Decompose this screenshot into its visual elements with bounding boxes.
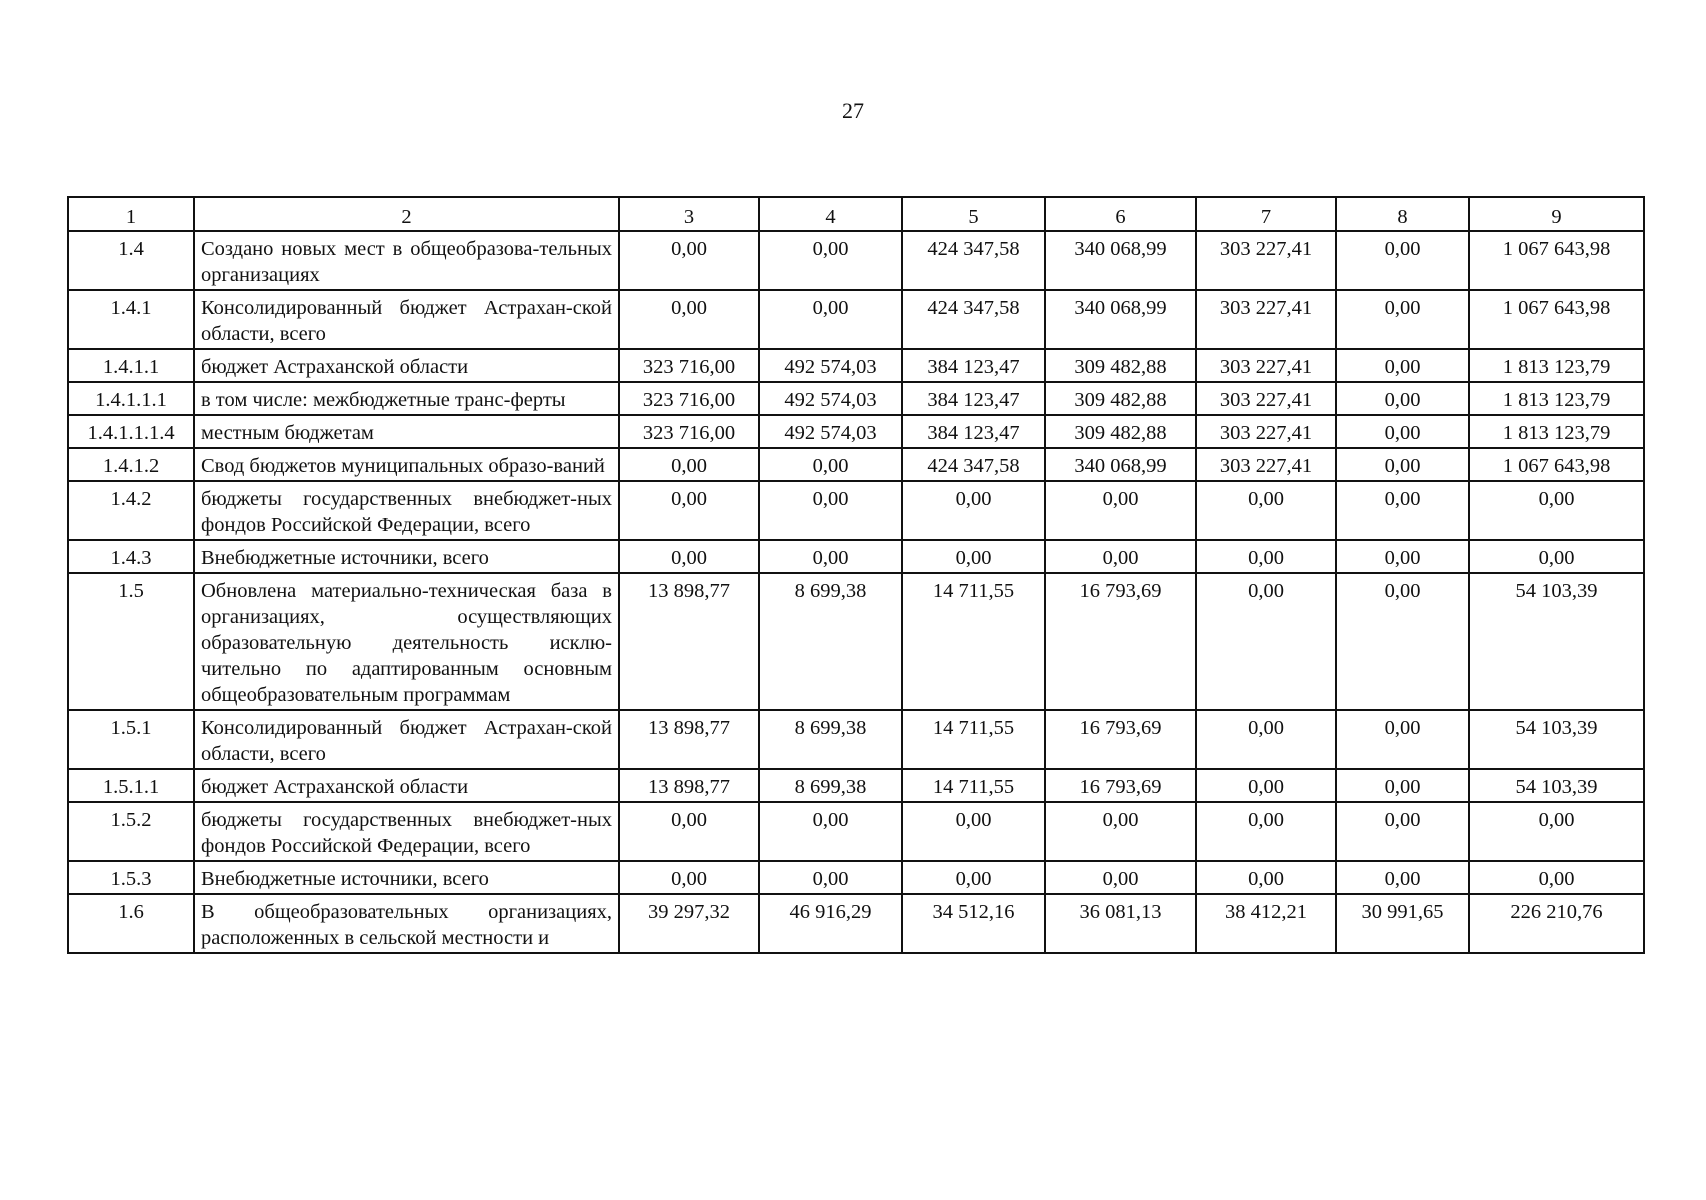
row-value: 16 793,69 [1045,769,1196,802]
row-value: 0,00 [902,481,1045,540]
row-value: 226 210,76 [1469,894,1644,953]
row-value: 0,00 [1469,802,1644,861]
row-value: 13 898,77 [619,573,759,710]
row-value: 1 813 123,79 [1469,349,1644,382]
row-name: бюджеты государственных внебюджет-ных фондов Российской Федерации, всего [194,481,619,540]
row-code: 1.4.2 [68,481,194,540]
table-row [68,290,1644,349]
table-row [68,540,1644,573]
table-row [68,769,1644,802]
row-value: 13 898,77 [619,710,759,769]
table-row [68,415,1644,448]
table-row [68,802,1644,861]
row-value: 0,00 [1336,349,1469,382]
row-name: бюджет Астраханской области [194,349,619,382]
row-value: 0,00 [902,540,1045,573]
row-value: 38 412,21 [1196,894,1336,953]
row-value: 323 716,00 [619,415,759,448]
row-value: 54 103,39 [1469,710,1644,769]
row-value: 8 699,38 [759,710,902,769]
row-value: 309 482,88 [1045,415,1196,448]
row-value: 0,00 [759,231,902,290]
row-value: 303 227,41 [1196,349,1336,382]
row-name: Свод бюджетов муниципальных образо-ваний [194,448,619,481]
row-name: Внебюджетные источники, всего [194,861,619,894]
row-value: 8 699,38 [759,769,902,802]
row-value: 0,00 [1336,802,1469,861]
row-code: 1.4.3 [68,540,194,573]
row-value: 0,00 [619,231,759,290]
row-value: 492 574,03 [759,415,902,448]
row-code: 1.4.1.1.1.4 [68,415,194,448]
row-value: 0,00 [1336,415,1469,448]
column-header: 5 [902,197,1045,231]
row-value: 34 512,16 [902,894,1045,953]
row-value: 0,00 [1469,481,1644,540]
column-header: 4 [759,197,902,231]
row-value: 340 068,99 [1045,231,1196,290]
row-value: 0,00 [1045,540,1196,573]
row-value: 303 227,41 [1196,415,1336,448]
row-value: 0,00 [619,448,759,481]
row-value: 0,00 [902,802,1045,861]
column-header: 8 [1336,197,1469,231]
column-header: 2 [194,197,619,231]
row-value: 46 916,29 [759,894,902,953]
column-header: 3 [619,197,759,231]
row-value: 0,00 [1336,769,1469,802]
table-row [68,231,1644,290]
row-value: 0,00 [1336,481,1469,540]
row-value: 0,00 [1469,861,1644,894]
row-value: 0,00 [1045,481,1196,540]
row-value: 0,00 [1336,382,1469,415]
row-code: 1.5 [68,573,194,710]
row-value: 340 068,99 [1045,290,1196,349]
row-value: 384 123,47 [902,349,1045,382]
row-value: 0,00 [1336,861,1469,894]
row-value: 492 574,03 [759,382,902,415]
row-value: 0,00 [619,481,759,540]
table-row [68,710,1644,769]
row-value: 1 813 123,79 [1469,415,1644,448]
table-row [68,894,1644,953]
row-value: 303 227,41 [1196,290,1336,349]
row-value: 39 297,32 [619,894,759,953]
row-value: 0,00 [1196,710,1336,769]
row-code: 1.5.3 [68,861,194,894]
row-value: 323 716,00 [619,349,759,382]
row-value: 0,00 [1336,540,1469,573]
row-value: 303 227,41 [1196,382,1336,415]
table-row [68,861,1644,894]
row-value: 0,00 [1196,802,1336,861]
table-row [68,448,1644,481]
row-name: Создано новых мест в общеобразова-тельных организациях [194,231,619,290]
row-code: 1.4.1.1.1 [68,382,194,415]
row-code: 1.4.1 [68,290,194,349]
row-name: бюджеты государственных внебюджет-ных фондов Российской Федерации, всего [194,802,619,861]
row-value: 0,00 [1336,231,1469,290]
row-code: 1.5.1 [68,710,194,769]
row-value: 0,00 [1336,710,1469,769]
row-value: 303 227,41 [1196,448,1336,481]
row-value: 0,00 [1336,290,1469,349]
row-value: 0,00 [1045,802,1196,861]
row-value: 14 711,55 [902,573,1045,710]
table-header-row [68,197,1644,231]
table-body [68,231,1644,953]
row-value: 0,00 [1045,861,1196,894]
column-header: 6 [1045,197,1196,231]
row-name: Консолидированный бюджет Астрахан-ской области, всего [194,290,619,349]
row-value: 0,00 [1196,540,1336,573]
row-value: 54 103,39 [1469,573,1644,710]
row-value: 54 103,39 [1469,769,1644,802]
column-header: 7 [1196,197,1336,231]
row-value: 424 347,58 [902,448,1045,481]
table-row [68,382,1644,415]
row-value: 323 716,00 [619,382,759,415]
row-code: 1.5.2 [68,802,194,861]
row-value: 0,00 [1196,861,1336,894]
row-value: 0,00 [619,861,759,894]
row-value: 1 813 123,79 [1469,382,1644,415]
row-value: 14 711,55 [902,710,1045,769]
row-value: 14 711,55 [902,769,1045,802]
row-value: 309 482,88 [1045,349,1196,382]
row-value: 384 123,47 [902,382,1045,415]
row-value: 13 898,77 [619,769,759,802]
row-value: 340 068,99 [1045,448,1196,481]
row-value: 0,00 [1336,573,1469,710]
row-value: 384 123,47 [902,415,1045,448]
row-value: 16 793,69 [1045,573,1196,710]
table-row [68,349,1644,382]
row-value: 0,00 [1469,540,1644,573]
row-value: 492 574,03 [759,349,902,382]
row-value: 1 067 643,98 [1469,231,1644,290]
row-value: 303 227,41 [1196,231,1336,290]
row-name: Внебюджетные источники, всего [194,540,619,573]
column-header: 9 [1469,197,1644,231]
row-value: 0,00 [759,448,902,481]
row-value: 309 482,88 [1045,382,1196,415]
row-value: 424 347,58 [902,231,1045,290]
row-name: Обновлена материально-техническая база в организациях, осуществляющих образовательную деятельность исклю-чительно по адаптированным основным общеобразовательным программам [194,573,619,710]
row-value: 0,00 [619,540,759,573]
column-header: 1 [68,197,194,231]
row-value: 0,00 [1196,481,1336,540]
row-value: 0,00 [619,802,759,861]
row-code: 1.4.1.2 [68,448,194,481]
row-value: 8 699,38 [759,573,902,710]
row-value: 0,00 [759,290,902,349]
budget-table [67,196,1645,954]
row-name: местным бюджетам [194,415,619,448]
row-code: 1.4 [68,231,194,290]
row-name: Консолидированный бюджет Астрахан-ской области, всего [194,710,619,769]
row-value: 30 991,65 [1336,894,1469,953]
row-value: 1 067 643,98 [1469,448,1644,481]
row-value: 1 067 643,98 [1469,290,1644,349]
row-code: 1.6 [68,894,194,953]
row-name: В общеобразовательных организациях, расположенных в сельской местности и [194,894,619,953]
row-code: 1.5.1.1 [68,769,194,802]
row-value: 0,00 [1196,573,1336,710]
row-value: 16 793,69 [1045,710,1196,769]
page-number: 27 [842,98,864,123]
row-value: 0,00 [759,802,902,861]
row-value: 0,00 [902,861,1045,894]
row-value: 0,00 [619,290,759,349]
table-row [68,573,1644,710]
row-value: 0,00 [759,540,902,573]
row-name: бюджет Астраханской области [194,769,619,802]
row-value: 0,00 [1336,448,1469,481]
row-value: 424 347,58 [902,290,1045,349]
table-row [68,481,1644,540]
row-value: 0,00 [759,861,902,894]
row-value: 0,00 [759,481,902,540]
row-value: 0,00 [1196,769,1336,802]
row-value: 36 081,13 [1045,894,1196,953]
row-name: в том числе: межбюджетные транс-ферты [194,382,619,415]
row-code: 1.4.1.1 [68,349,194,382]
